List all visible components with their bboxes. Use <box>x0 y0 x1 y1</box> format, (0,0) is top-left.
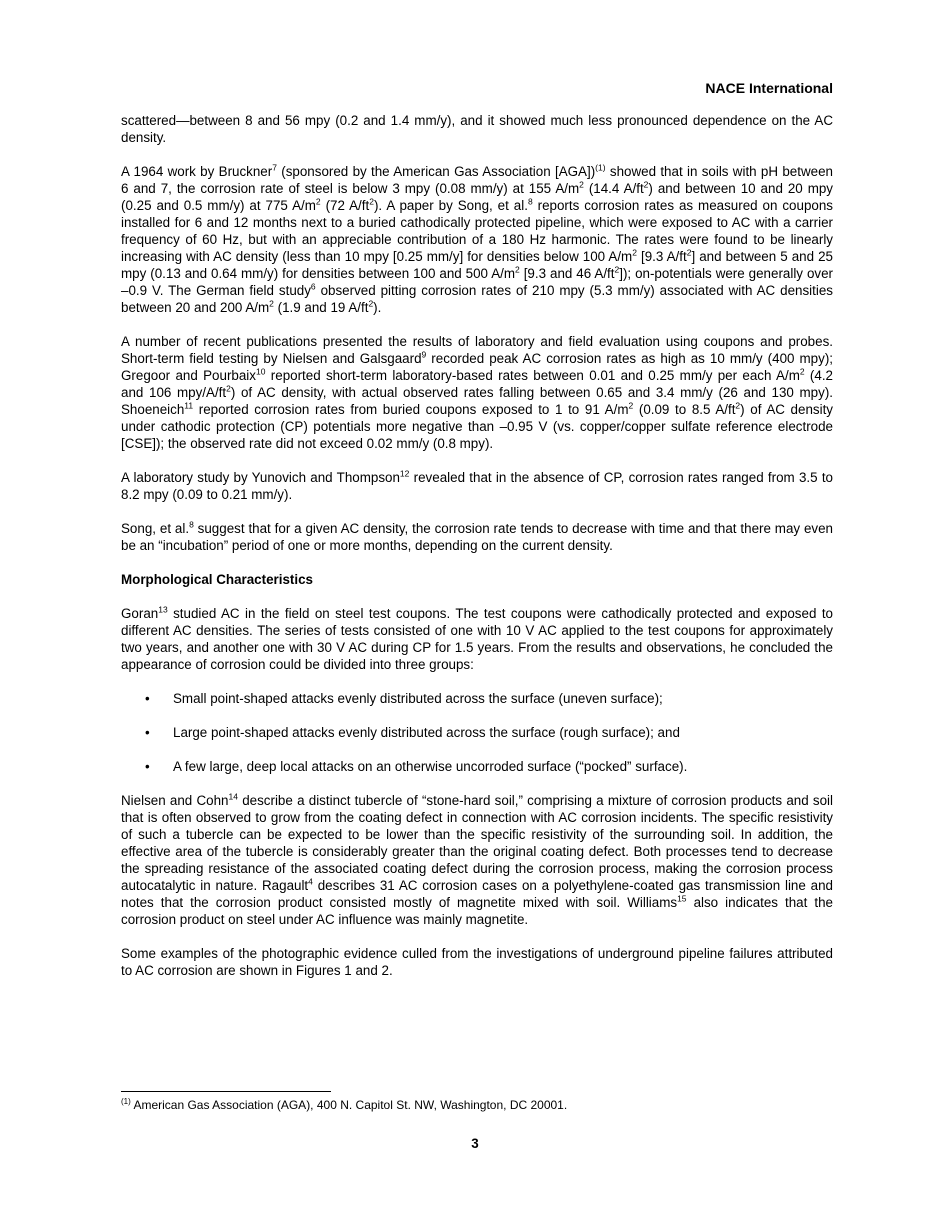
header-organization: NACE International <box>705 80 833 96</box>
list-item: • Large point-shaped attacks evenly distributed across the surface (rough surface); and <box>145 725 680 740</box>
footnote-divider <box>121 1091 331 1092</box>
bullet-list <box>121 690 833 775</box>
paragraph-8: Some examples of the photographic evidence culled from the investigations of underground pipeline failures attributed to AC corrosion are shown in Figures 1 and 2. <box>121 946 833 978</box>
bullet-icon: • <box>145 759 150 774</box>
footnote-marker: (1) <box>121 1097 131 1106</box>
document-page <box>121 79 833 996</box>
footnote <box>121 1098 567 1113</box>
paragraph-7: Nielsen and Cohn$^{14}$ describe a distinct tubercle of “stone-hard soil,” comprising a mixture of corrosion products and soil that is often observed to grow from the coating defect in connection with AC corrosion incidents. The specific resistivity of such a tubercle can be expected to be lower than the specific resistivity of the surrounding soil. In addition, the effective area of the tubercle is considerably greater than the original coating defect. Both processes tend to decrease the spreading resistance of the associated coating defect during the corrosion process, making the corrosion process autocatalytic in nature. Ragault$^4$ describes 31 AC corrosion cases on a polyethylene-coated gas transmission line and notes that the corrosion product consisted mostly of magnetite mixed with soil. Williams$^{15}$ also indicates that the corrosion product on steel under AC influence was mainly magnetite. <box>121 791 833 927</box>
section-heading: Morphological Characteristics <box>121 572 313 587</box>
bullet-icon: • <box>145 691 150 706</box>
bullet-icon: • <box>145 725 150 740</box>
paragraph-3: A number of recent publications presented the results of laboratory and field evaluation using coupons and probes. Short-term field testing by Nielsen and Galsgaard$^9$ recorded peak AC corrosion rates as high as 10 mm/y (400 mpy); Gregoor and Pourbaix$^{10}$ reported short-term laboratory-based rates between 0.01 and 0.25 mm/y per each $A/m^2$ (4.2 and 106 mpy/$A/ft^2$) of AC density, with actual observed rates falling between 0.65 and 3.4 mm/y (26 and 130 mpy). Shoeneich$^{11}$ reported corrosion rates from buried coupons exposed to 1 to 91 $A/m^2$ (0.09 to 8.5 $A/ft^2$) of AC density under cathodic protection (CP) potentials more negative than –0.95 V (vs. copper/copper sulfate reference electrode [CSE]); the observed rate did not exceed 0.02 mm/y (0.8 mpy). <box>121 334 833 451</box>
paragraph-5: Song, et al.$^8$ suggest that for a given AC density, the corrosion rate tends to decrease with time and that there may even be an “incubation” period of one or more months, depending on the current density. <box>121 519 833 553</box>
paragraph-4: A laboratory study by Yunovich and Thompson$^{12}$ revealed that in the absence of CP, corrosion rates ranged from 3.5 to 8.2 mpy (0.09 to 0.21 mm/y). <box>121 468 833 502</box>
footnote-ref: (1) <box>595 162 606 173</box>
page-number: 3 <box>471 1136 479 1151</box>
list-item: • A few large, deep local attacks on an otherwise uncorroded surface (“pocked” surface). <box>145 759 688 774</box>
paragraph-1: scattered—between 8 and 56 mpy (0.2 and 1.4 mm/y), and it showed much less pronounced dependence on the AC density. <box>121 113 833 145</box>
paragraph-6: Goran$^{13}$ studied AC in the field on steel test coupons. The test coupons were cathodically protected and exposed to different AC densities. The series of tests consisted of one with 10 V AC applied to the test coupons for approximately two years, and another one with 30 V AC during CP for 1.5 years. From the results and observations, he concluded the appearance of corrosion could be divided into three groups: <box>121 604 833 672</box>
list-item: • Small point-shaped attacks evenly distributed across the surface (uneven surface); <box>145 691 663 706</box>
paragraph-2: A 1964 work by Bruckner$^7$ (sponsored by the American Gas Association [AGA])$^{(1)}$ showed that in soils with pH between 6 and 7, the corrosion rate of steel is below 3 mpy (0.08 mm/y) at 155 $A/m^2$ (14.4 $A/ft^2$) and between 10 and 20 mpy (0.25 and 0.5 mm/y) at 775 $A/m^2$ (72 $A/ft^2$). A paper by Song, et al.$^8$ reports corrosion rates as measured on coupons installed for 6 and 12 months next to a buried cathodically protected pipeline, which were exposed to AC with a carrier frequency of 60 Hz, but with an appreciable contribution of a 180 Hz harmonic. The rates were found to be linearly increasing with AC density (less than 10 mpy [0.25 mm/y] for densities below 100 $A/m^2$ [9.3 $A/ft^2$] and between 5 and 25 mpy (0.13 and 0.64 mm/y) for densities between 100 and 500 $A/m^2$ [9.3 and 46 $A/ft^2$]); on-potentials were generally over –0.9 V. The German field study$^6$ observed pitting corrosion rates of 210 mpy (5.3 mm/y) associated with AC densities between 20 and 200 $A/m^2$ (1.9 and 19 $A/ft^2$). <box>121 162 833 315</box>
footnote-text: American Gas Association (AGA), 400 N. Capitol St. NW, Washington, DC 20001. <box>130 1098 568 1112</box>
